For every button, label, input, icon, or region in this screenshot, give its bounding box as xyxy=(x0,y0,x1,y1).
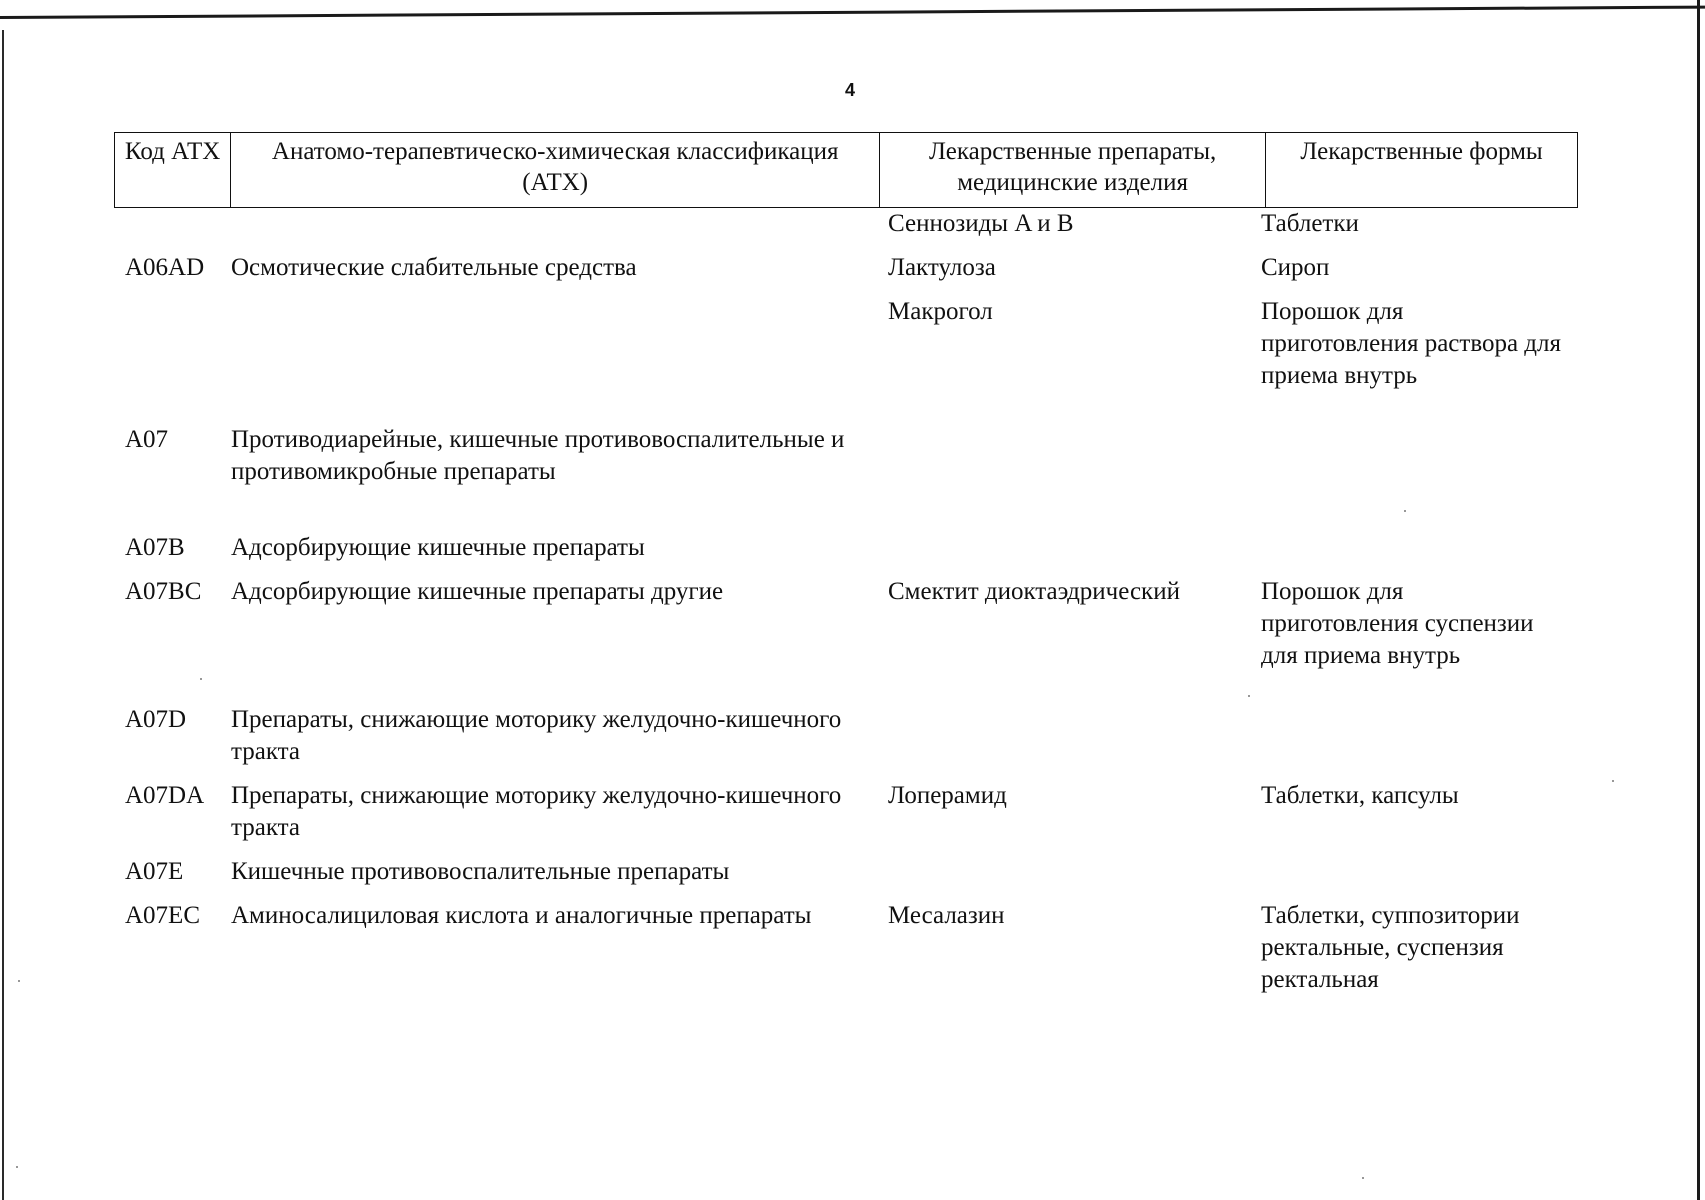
row-drug: Сеннозиды A и B xyxy=(888,210,1074,237)
header-classification: Анатомо-терапевтическо-химическая классификация (АТХ) xyxy=(231,133,880,208)
row-classification: Адсорбирующие кишечные препараты xyxy=(231,534,645,561)
row-code: A07DA xyxy=(125,782,205,809)
row-classification: Препараты, снижающие моторику желудочно-кишечного тракта xyxy=(231,782,842,841)
scan-speck xyxy=(200,678,202,680)
row-classification: Кишечные противовоспалительные препараты xyxy=(231,858,730,885)
row-code: A07B xyxy=(125,534,185,561)
scan-speck xyxy=(1362,1177,1364,1179)
row-form: Порошок для приготовления суспензии для приема внутрь xyxy=(1261,578,1534,669)
row-code: A07D xyxy=(125,706,187,733)
scan-edge-left xyxy=(2,30,4,1200)
table-body xyxy=(114,208,1584,1028)
row-form: Сироп xyxy=(1261,254,1330,281)
row-form: Таблетки, суппозитории ректальные, суспензия ректальная xyxy=(1261,902,1520,993)
header-drugs: Лекарственные препараты, медицинские изделия xyxy=(880,133,1266,208)
table-row xyxy=(114,704,1584,780)
table-header xyxy=(114,132,1578,208)
table-row xyxy=(114,576,1584,704)
row-drug: Лактулоза xyxy=(888,254,996,281)
scan-edge-right xyxy=(1697,0,1700,1200)
row-classification: Осмотические слабительные средства xyxy=(231,254,637,281)
scan-speck xyxy=(16,1166,18,1168)
scan-speck xyxy=(1248,695,1250,697)
scan-speck xyxy=(1612,780,1614,782)
row-drug: Месалазин xyxy=(888,902,1005,929)
row-drug: Лоперамид xyxy=(888,782,1007,809)
table-row xyxy=(114,856,1584,900)
row-classification: Препараты, снижающие моторику желудочно-кишечного тракта xyxy=(231,706,842,765)
header-code: Код АТХ xyxy=(115,133,231,208)
table-row xyxy=(114,532,1584,576)
row-code: A07 xyxy=(125,426,169,453)
row-code: A07EC xyxy=(125,902,200,929)
page-number: 4 xyxy=(845,80,856,100)
scan-speck xyxy=(1404,510,1406,512)
table-row xyxy=(114,296,1584,424)
row-form: Таблетки xyxy=(1261,210,1359,237)
row-drug: Смектит диоктаэдрический xyxy=(888,578,1180,605)
row-code: A07BC xyxy=(125,578,202,605)
table-row xyxy=(114,780,1584,856)
row-drug: Макрогол xyxy=(888,298,993,325)
row-classification: Аминосалициловая кислота и аналогичные препараты xyxy=(231,902,812,929)
scan-speck xyxy=(18,980,20,982)
table-row xyxy=(114,424,1584,532)
row-form: Порошок для приготовления раствора для приема внутрь xyxy=(1261,298,1561,389)
table-row xyxy=(114,252,1584,296)
table-row xyxy=(114,900,1584,1028)
row-classification: Адсорбирующие кишечные препараты другие xyxy=(231,578,724,605)
table-row xyxy=(114,208,1584,252)
row-code: A07E xyxy=(125,858,184,885)
header-row xyxy=(115,133,1578,208)
scan-edge-top xyxy=(0,6,1705,19)
header-forms: Лекарственные формы xyxy=(1266,133,1578,208)
row-classification: Противодиарейные, кишечные противовоспалительные и противомикробные препараты xyxy=(231,426,845,485)
row-code: A06AD xyxy=(125,254,205,281)
row-form: Таблетки, капсулы xyxy=(1261,782,1459,809)
